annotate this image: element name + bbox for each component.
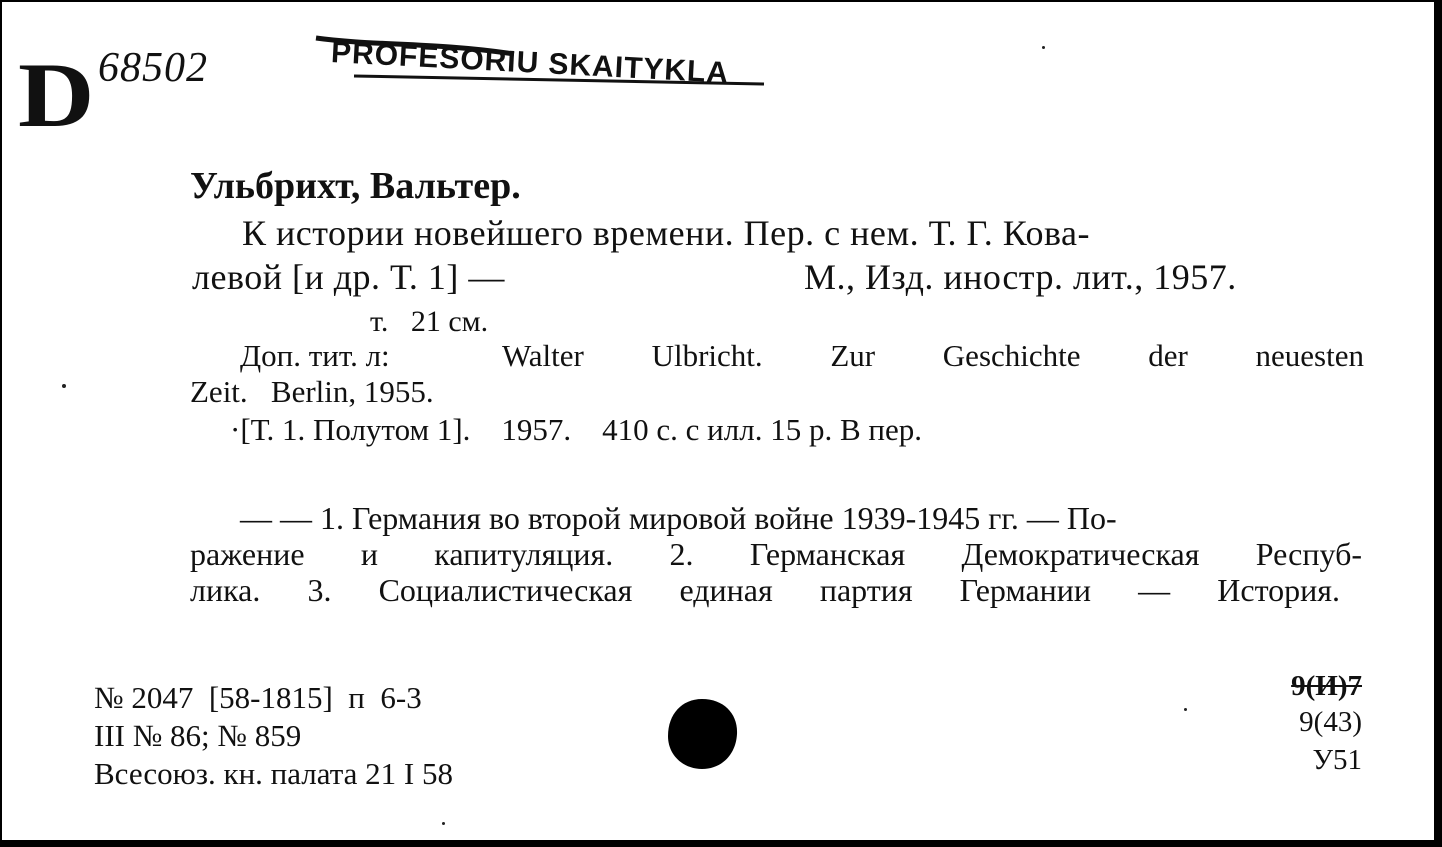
added-title-label: Доп. тит. л: xyxy=(240,338,390,373)
catalog-card xyxy=(2,2,1434,840)
added-title-word: der xyxy=(1148,338,1188,373)
imprint: М., Изд. иностр. лит., 1957. xyxy=(804,257,1237,297)
added-title-word: Walter xyxy=(502,338,584,373)
added-title-line-2: Zeit. Berlin, 1955. xyxy=(190,374,434,409)
added-title-word: Zur xyxy=(830,338,876,373)
library-stamp: PROFESORIU SKAITYKLA xyxy=(330,36,730,90)
author-mark: У51 xyxy=(1312,744,1362,776)
registry-number: № 2047 [58-1815] п 6-3 xyxy=(94,680,422,715)
speck xyxy=(1042,46,1045,49)
volume-details: ·[Т. 1. Полутом 1]. 1957. 410 с. с илл. 15 р. В пер. xyxy=(230,412,922,447)
speck xyxy=(442,822,445,825)
card-numbers: III № 86; № 859 xyxy=(94,718,302,753)
added-title-word: Geschichte xyxy=(942,338,1081,373)
subject-line-2: ражение и капитуляция. 2. Германская Демократическая Респуб- xyxy=(190,536,1362,572)
added-title-text xyxy=(502,338,1364,374)
added-title-word: Ulbricht. xyxy=(651,338,763,373)
call-number-digits: 68502 xyxy=(98,45,208,91)
volume-size: т. 21 см. xyxy=(370,305,489,338)
classification-code: 9(43) xyxy=(1299,706,1362,738)
speck xyxy=(1184,708,1187,711)
title-line-1: К истории новейшего времени. Пер. с нем. Т. Г. Кова- xyxy=(242,213,1091,253)
classification-crossed: 9(И)7 xyxy=(1291,670,1362,702)
stamp-strike-mark xyxy=(314,32,774,92)
author-heading: Ульбрихт, Вальтер. xyxy=(190,165,521,207)
punch-hole xyxy=(664,696,740,772)
chamber-imprint: Всесоюз. кн. палата 21 I 58 xyxy=(94,756,453,791)
title-line-2-start: левой [и др. Т. 1] — xyxy=(192,257,505,297)
subject-line-3: лика. 3. Социалистическая единая партия Германии — История. xyxy=(190,572,1340,608)
added-title-word: neuesten xyxy=(1255,338,1364,373)
call-number-letter: D xyxy=(18,44,93,146)
subject-line-1: — — 1. Германия во второй мировой войне 1939-1945 гг. — По- xyxy=(240,500,1117,536)
speck xyxy=(62,384,66,388)
